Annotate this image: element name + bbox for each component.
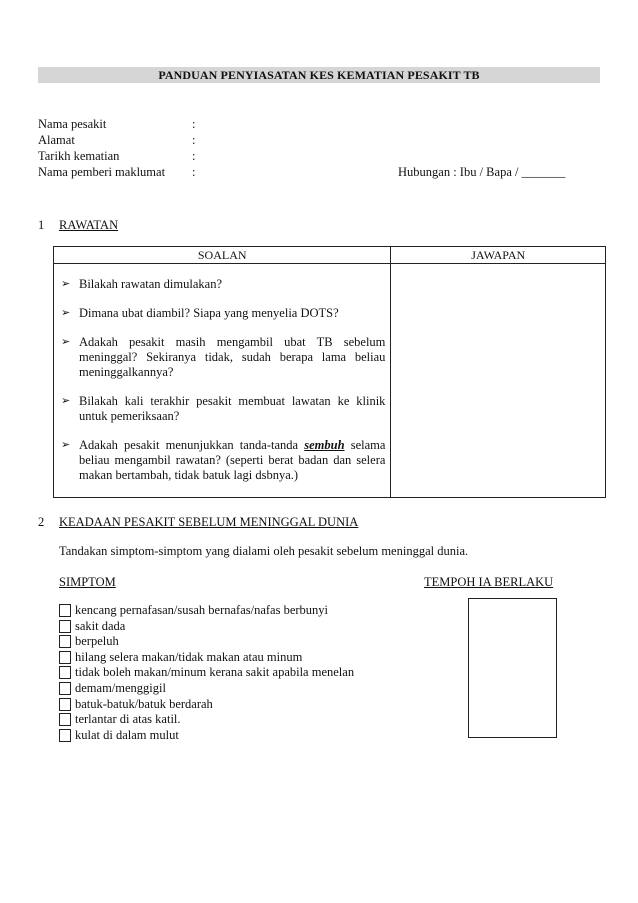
question-item — [59, 335, 385, 380]
symptom-label: hilang selera makan/tidak makan atau minum — [75, 649, 303, 664]
symptom-label: terlantar di atas katil. — [75, 712, 181, 727]
section-1-title: RAWATAN — [59, 218, 119, 232]
instruction-text: Tandakan simptom-simptom yang dialami oleh pesakit sebelum meninggal dunia. — [59, 544, 469, 558]
arrow-bullet-icon: ➢ — [61, 395, 71, 407]
section-2-title: KEADAAN PESAKIT SEBELUM MENINGGAL DUNIA — [59, 515, 359, 529]
symptom-item — [59, 681, 354, 697]
field-colon: : — [192, 165, 196, 179]
question-text: Adakah pesakit masih mengambil ubat TB sebelum meninggal? Sekiranya tidak, sudah berapa lama beliau meninggalkannya? — [79, 335, 386, 379]
question-item — [59, 306, 385, 321]
symptom-checkbox[interactable] — [59, 620, 71, 633]
symptom-checkbox[interactable] — [59, 698, 71, 711]
symptom-checkbox[interactable] — [59, 682, 71, 695]
symptom-label: berpeluh — [75, 634, 119, 649]
arrow-bullet-icon: ➢ — [61, 278, 71, 290]
symptom-checkbox[interactable] — [59, 635, 71, 648]
period-header: TEMPOH IA BERLAKU — [424, 575, 554, 589]
column-header-jawapan: JAWAPAN — [391, 247, 606, 264]
symptom-label: kulat di dalam mulut — [75, 727, 179, 742]
symptom-checkbox[interactable] — [59, 713, 71, 726]
question-text: Bilakah kali terakhir pesakit membuat lawatan ke klinik untuk pemeriksaan? — [79, 394, 386, 423]
question-text-part: selama beliau mengambil rawatan? (seperti berat badan dan selera makan bertambah, tidak batuk lagi dsbnya.) — [79, 438, 386, 482]
hubungan-field: Hubungan : Ibu / Bapa / _______ — [398, 165, 566, 179]
symptom-label: batuk-batuk/batuk berdarah — [75, 696, 213, 711]
rawatan-table — [53, 246, 606, 498]
emphasis-sembuh: sembuh — [304, 438, 345, 452]
symptom-label: tidak boleh makan/minum kerana sakit apabila menelan — [75, 665, 355, 680]
symptom-checkbox[interactable] — [59, 729, 71, 742]
questions-cell — [54, 264, 391, 498]
question-list — [54, 264, 390, 483]
field-label: Nama pemberi maklumat — [38, 165, 166, 179]
symptom-checkbox[interactable] — [59, 666, 71, 679]
field-colon: : — [192, 133, 196, 147]
question-text: Bilakah rawatan dimulakan? — [79, 277, 222, 291]
title-bar — [38, 67, 600, 83]
symptom-label: sakit dada — [75, 618, 126, 633]
section-1-number: 1 — [38, 218, 45, 232]
arrow-bullet-icon: ➢ — [61, 307, 71, 319]
question-text: Dimana ubat diambil? Siapa yang menyelia DOTS? — [79, 306, 339, 320]
symptom-item — [59, 603, 354, 619]
column-header-soalan: SOALAN — [54, 247, 391, 264]
arrow-bullet-icon: ➢ — [61, 336, 71, 348]
symptom-label: demam/menggigil — [75, 680, 166, 695]
section-2-number: 2 — [38, 515, 45, 529]
symptom-item — [59, 650, 354, 666]
symptom-item — [59, 728, 354, 744]
field-label: Alamat — [38, 133, 75, 147]
arrow-bullet-icon: ➢ — [61, 439, 71, 451]
field-colon: : — [192, 149, 196, 163]
symptom-item — [59, 619, 354, 635]
symptom-item — [59, 665, 354, 681]
symptom-item — [59, 712, 354, 728]
symptom-checkbox[interactable] — [59, 651, 71, 664]
symptom-list — [59, 603, 354, 743]
question-item — [59, 394, 385, 424]
symptom-checkbox[interactable] — [59, 604, 71, 617]
symptom-label: kencang pernafasan/susah bernafas/nafas berbunyi — [75, 603, 329, 617]
question-text-part: Adakah pesakit menunjukkan tanda-tanda — [79, 438, 305, 452]
answer-cell[interactable] — [391, 264, 606, 498]
question-item — [59, 277, 385, 292]
field-label: Nama pesakit — [38, 117, 107, 131]
field-label: Tarikh kematian — [38, 149, 120, 163]
document-title: PANDUAN PENYIASATAN KES KEMATIAN PESAKIT TB — [158, 68, 480, 82]
field-colon: : — [192, 117, 196, 131]
symptom-item — [59, 697, 354, 713]
symptom-item — [59, 634, 354, 650]
symptom-header: SIMPTOM — [59, 575, 116, 589]
question-item — [59, 438, 385, 483]
period-input-box[interactable] — [468, 598, 557, 738]
